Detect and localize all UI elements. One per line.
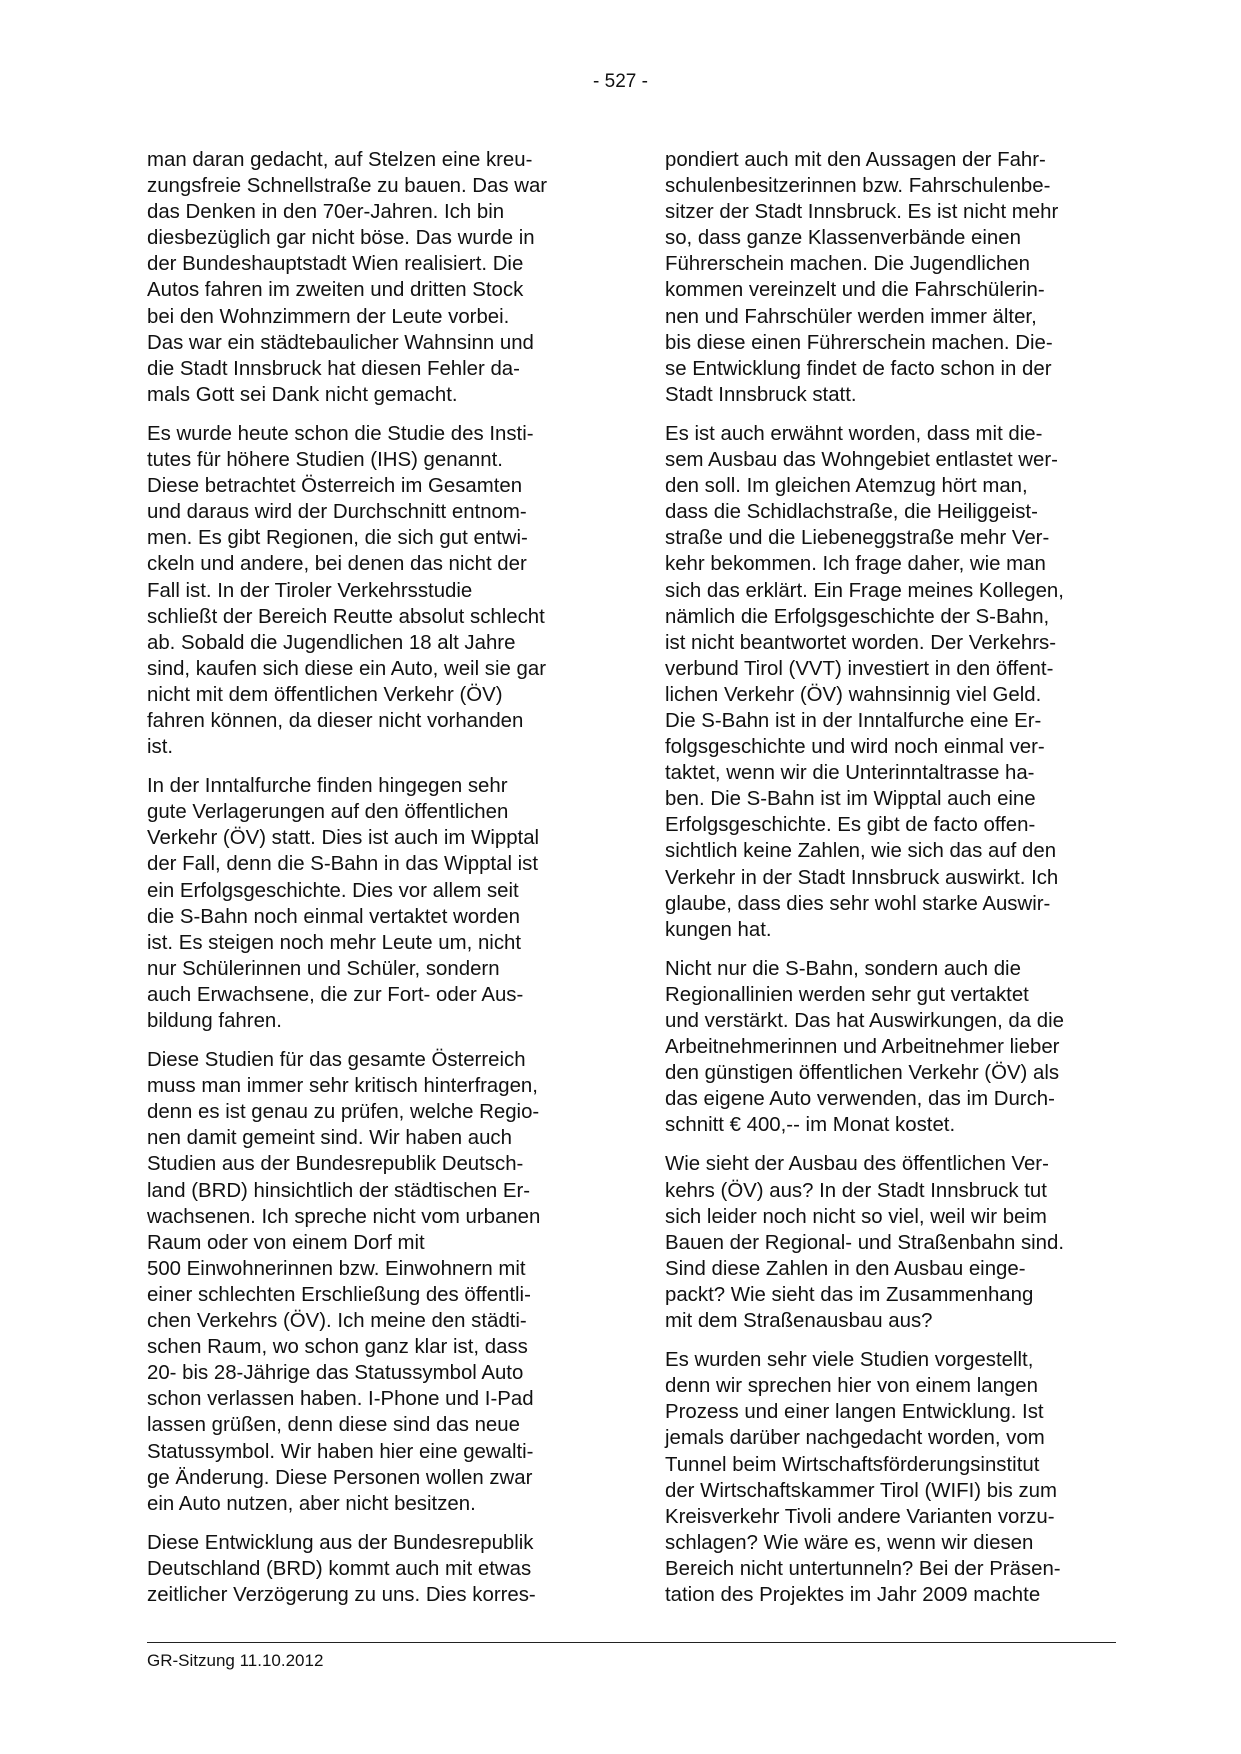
text-line: Diese betrachtet Österreich im Gesamten xyxy=(147,475,523,498)
text-line: bei den Wohnzimmern der Leute vorbei. xyxy=(147,305,510,328)
text-line: den günstigen öffentlichen Verkehr (ÖV) als xyxy=(665,1062,1060,1085)
text-line: jemals darüber nachgedacht worden, vom xyxy=(665,1427,1045,1450)
text-line: schließt der Bereich Reutte absolut schlecht xyxy=(147,605,545,628)
text-line: Wie sieht der Ausbau des öffentlichen Ver- xyxy=(665,1153,1049,1176)
text-line: Es ist auch erwähnt worden, dass mit die- xyxy=(665,422,1043,445)
paragraph-gap xyxy=(147,1517,595,1530)
text-line: den soll. Im gleichen Atemzug hört man, xyxy=(665,475,1028,498)
text-line: einer schlechten Erschließung des öffentli- xyxy=(147,1283,531,1306)
text-line: Verkehr in der Stadt Innsbruck auswirkt. Ich xyxy=(665,866,1059,889)
text-line: schlagen? Wie wäre es, wenn wir diesen xyxy=(665,1531,1034,1554)
text-line: das Denken in den 70er-Jahren. Ich bin xyxy=(147,201,505,224)
text-line: sitzer der Stadt Innsbruck. Es ist nicht mehr xyxy=(665,201,1059,224)
text-line: zeitlicher Verzögerung zu uns. Dies korres- xyxy=(147,1583,536,1606)
text-line: schulenbesitzerinnen bzw. Fahrschulenbe- xyxy=(665,175,1051,198)
text-line: tation des Projektes im Jahr 2009 machte xyxy=(665,1583,1041,1606)
text-line: lichen Verkehr (ÖV) wahnsinnig viel Geld. xyxy=(665,683,1042,706)
text-line: Statussymbol. Wir haben hier eine gewalti- xyxy=(147,1440,534,1463)
text-line: taktet, wenn wir die Unterinntaltrasse ha- xyxy=(665,762,1035,785)
text-line: kungen hat. xyxy=(665,918,772,941)
text-line: ckeln und andere, bei denen das nicht der xyxy=(147,553,527,576)
text-line: bildung fahren. xyxy=(147,1010,282,1032)
footer-divider xyxy=(147,1642,1116,1643)
text-line: Verkehr (ÖV) statt. Dies ist auch im Wipptal xyxy=(147,827,540,850)
footer-session-label: GR-Sitzung 11.10.2012 xyxy=(147,1651,324,1670)
paragraph-gap xyxy=(665,943,1113,956)
text-line: Regionallinien werden sehr gut vertaktet xyxy=(665,983,1029,1006)
text-line: wachsenen. Ich spreche nicht vom urbanen xyxy=(147,1205,541,1228)
text-line: Tunnel beim Wirtschaftsförderungsinstitut xyxy=(665,1453,1040,1476)
text-line: men. Es gibt Regionen, die sich gut entwi- xyxy=(147,527,528,550)
paragraph xyxy=(665,421,1113,943)
text-line: fahren können, da dieser nicht vorhanden xyxy=(147,709,524,732)
text-line: kehr bekommen. Ich frage daher, wie man xyxy=(665,553,1046,576)
text-line: sichtlich keine Zahlen, wie sich das auf den xyxy=(665,840,1057,863)
text-line: sich das erklärt. Ein Frage meines Kollegen, xyxy=(665,579,1064,602)
text-line: glaube, dass dies sehr wohl starke Auswir- xyxy=(665,892,1051,915)
text-line: der Wirtschaftskammer Tirol (WIFI) bis zum xyxy=(665,1479,1057,1502)
text-line: sind, kaufen sich diese ein Auto, weil sie gar xyxy=(147,657,546,680)
text-line: Fall ist. In der Tiroler Verkehrsstudie xyxy=(147,579,473,602)
paragraph xyxy=(147,1047,595,1517)
page-number: - 527 - xyxy=(593,71,648,92)
right-column xyxy=(665,147,1113,1608)
text-line: die Stadt Innsbruck hat diesen Fehler da- xyxy=(147,357,520,380)
text-line: verbund Tirol (VVT) investiert in den öffent- xyxy=(665,657,1054,680)
paragraph xyxy=(147,421,595,760)
text-line: pondiert auch mit den Aussagen der Fahr- xyxy=(665,149,1046,171)
paragraph xyxy=(147,1530,595,1608)
text-line: Sind diese Zahlen in den Ausbau einge- xyxy=(665,1257,1026,1280)
text-line: Diese Studien für das gesamte Österreich xyxy=(147,1049,526,1072)
text-line: dass die Schidlachstraße, die Heiliggeist- xyxy=(665,501,1038,524)
text-line: ben. Die S-Bahn ist im Wipptal auch eine xyxy=(665,788,1036,811)
text-line: 500 Einwohnerinnen bzw. Einwohnern mit xyxy=(147,1257,526,1280)
text-line: Es wurde heute schon die Studie des Insti- xyxy=(147,422,534,445)
text-line: schen Raum, wo schon ganz klar ist, dass xyxy=(147,1336,528,1359)
text-line: ein Auto nutzen, aber nicht besitzen. xyxy=(147,1492,476,1515)
text-line: schnitt € 400,-- im Monat kostet. xyxy=(665,1114,956,1137)
text-line: kommen vereinzelt und die Fahrschülerin- xyxy=(665,279,1045,302)
text-line: Autos fahren im zweiten und dritten Stock xyxy=(147,279,524,302)
paragraph xyxy=(147,773,595,1034)
paragraph-gap xyxy=(665,1138,1113,1151)
text-line: Raum oder von einem Dorf mit xyxy=(147,1231,425,1254)
text-line: mit dem Straßenausbau aus? xyxy=(665,1310,933,1333)
text-line: schon verlassen haben. I-Phone und I-Pad xyxy=(147,1388,534,1411)
text-line: In der Inntalfurche finden hingegen sehr xyxy=(147,775,508,798)
left-column xyxy=(147,147,595,1608)
paragraph xyxy=(665,1347,1113,1608)
text-line: nicht mit dem öffentlichen Verkehr (ÖV) xyxy=(147,683,503,706)
text-line: Stadt Innsbruck statt. xyxy=(665,383,857,406)
paragraph-gap xyxy=(147,408,595,421)
text-line: denn wir sprechen hier von einem langen xyxy=(665,1375,1038,1398)
paragraph xyxy=(147,147,595,408)
text-line: Erfolgsgeschichte. Es gibt de facto offen- xyxy=(665,814,1036,837)
paragraph-gap xyxy=(147,760,595,773)
text-line: die S-Bahn noch einmal vertaktet worden xyxy=(147,905,520,928)
text-line: Das war ein städtebaulicher Wahnsinn und xyxy=(147,331,534,354)
text-line: auch Erwachsene, die zur Fort- oder Aus- xyxy=(147,983,524,1006)
text-line: das eigene Auto verwenden, das im Durch- xyxy=(665,1088,1055,1111)
text-line: kehrs (ÖV) aus? In der Stadt Innsbruck tut xyxy=(665,1179,1047,1202)
paragraph-gap xyxy=(665,1334,1113,1347)
text-line: Studien aus der Bundesrepublik Deutsch- xyxy=(147,1153,524,1176)
text-line: Deutschland (BRD) kommt auch mit etwas xyxy=(147,1557,532,1580)
text-line: und verstärkt. Das hat Auswirkungen, da die xyxy=(665,1010,1064,1032)
text-line: sich leider noch nicht so viel, weil wir beim xyxy=(665,1205,1047,1228)
text-line: folgsgeschichte und wird noch einmal ver- xyxy=(665,736,1045,759)
text-line: nen damit gemeint sind. Wir haben auch xyxy=(147,1127,512,1150)
text-line: straße und die Liebeneggstraße mehr Ver- xyxy=(665,527,1050,550)
text-line: tutes für höhere Studien (IHS) genannt. xyxy=(147,449,503,472)
text-line: Diese Entwicklung aus der Bundesrepublik xyxy=(147,1531,534,1554)
text-line: so, dass ganze Klassenverbände einen xyxy=(665,227,1021,250)
paragraph-gap xyxy=(665,408,1113,421)
text-line: ab. Sobald die Jugendlichen 18 alt Jahre xyxy=(147,631,516,654)
paragraph xyxy=(665,147,1113,408)
text-line: man daran gedacht, auf Stelzen eine kreu- xyxy=(147,149,533,171)
text-line: der Fall, denn die S-Bahn in das Wipptal ist xyxy=(147,853,539,876)
text-line: nen und Fahrschüler werden immer älter, xyxy=(665,305,1037,328)
text-line: Es wurden sehr viele Studien vorgestellt, xyxy=(665,1349,1034,1372)
text-line: nämlich die Erfolgsgeschichte der S-Bahn, xyxy=(665,605,1050,628)
paragraph-gap xyxy=(147,1034,595,1047)
text-line: chen Verkehrs (ÖV). Ich meine den städti- xyxy=(147,1310,527,1333)
text-line: land (BRD) hinsichtlich der städtischen Er- xyxy=(147,1179,531,1202)
text-line: muss man immer sehr kritisch hinterfragen, xyxy=(147,1075,538,1098)
text-line: ein Erfolgsgeschichte. Dies vor allem seit xyxy=(147,879,519,902)
text-line: der Bundeshauptstadt Wien realisiert. Die xyxy=(147,253,524,276)
text-line: ist. xyxy=(147,736,174,759)
text-line: Bereich nicht untertunneln? Bei der Präsen- xyxy=(665,1557,1061,1580)
text-line: mals Gott sei Dank nicht gemacht. xyxy=(147,383,458,406)
text-line: bis diese einen Führerschein machen. Die- xyxy=(665,331,1053,354)
text-line: ist. Es steigen noch mehr Leute um, nicht xyxy=(147,931,522,954)
text-line: Führerschein machen. Die Jugendlichen xyxy=(665,253,1030,276)
text-line: Bauen der Regional- und Straßenbahn sind. xyxy=(665,1231,1065,1254)
text-line: Die S-Bahn ist in der Inntalfurche eine Er- xyxy=(665,709,1042,732)
text-line: ge Änderung. Diese Personen wollen zwar xyxy=(147,1466,533,1489)
text-line: sem Ausbau das Wohngebiet entlastet wer- xyxy=(665,449,1058,472)
text-line: zungsfreie Schnellstraße zu bauen. Das war xyxy=(147,175,548,198)
text-line: Arbeitnehmerinnen und Arbeitnehmer lieber xyxy=(665,1036,1060,1059)
text-line: diesbezüglich gar nicht böse. Das wurde in xyxy=(147,227,535,250)
text-line: denn es ist genau zu prüfen, welche Regio- xyxy=(147,1101,540,1124)
paragraph xyxy=(665,1151,1113,1334)
text-line: gute Verlagerungen auf den öffentlichen xyxy=(147,801,509,824)
text-line: 20- bis 28-Jährige das Statussymbol Auto xyxy=(147,1362,524,1385)
text-line: und daraus wird der Durchschnitt entnom- xyxy=(147,501,527,524)
text-line: nur Schülerinnen und Schüler, sondern xyxy=(147,957,500,980)
text-line: ist nicht beantwortet worden. Der Verkehrs- xyxy=(665,631,1056,654)
text-line: se Entwicklung findet de facto schon in der xyxy=(665,357,1052,380)
text-line: Nicht nur die S-Bahn, sondern auch die xyxy=(665,957,1021,980)
text-line: packt? Wie sieht das im Zusammenhang xyxy=(665,1283,1034,1306)
text-line: Kreisverkehr Tivoli andere Varianten vorzu- xyxy=(665,1505,1055,1528)
paragraph xyxy=(665,956,1113,1139)
text-line: Prozess und einer langen Entwicklung. Ist xyxy=(665,1401,1044,1424)
text-line: lassen grüßen, denn diese sind das neue xyxy=(147,1414,520,1437)
